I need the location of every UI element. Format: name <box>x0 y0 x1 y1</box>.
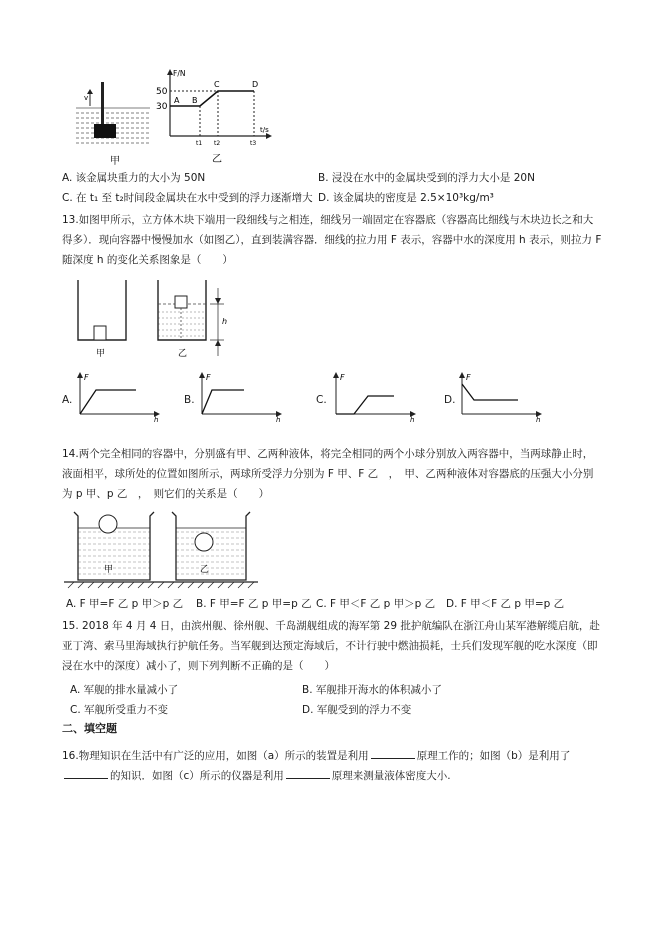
q13-figure-yi <box>154 278 234 360</box>
svg-text:t3: t3 <box>250 140 257 147</box>
q14-text: 14.两个完全相同的容器中，分别盛有甲、乙两种液体，将完全相同的两个小球分别放入两容器中，当两球静止时，液面相平，球所处的位置如图所示，两球所受浮力分别为 F 甲、F 乙 ， 甲、乙两种液体对容器底的压强大小分别为 p 甲、p 乙 ， 则它们的关系是（ ） <box>62 448 594 500</box>
q16-part4: 的知识．如图（c）所示的仪器是利用 <box>110 770 284 782</box>
q12-option-c: C. 在 t₁ 至 t₂时间段金属块在水中受到的浮力逐渐增大 <box>62 192 313 204</box>
q16-part2: 原理工作的；如图（b）是利用 <box>416 750 560 762</box>
q15-text: 15. 2018 年 4 月 4 日，由滨州舰、徐州舰、千岛湖舰组成的海军第 29 批护航编队在浙江舟山某军港解缆启航，赴亚丁湾、索马里海域执行护航任务。当军舰到达预定海域后，不计行驶中燃油损耗，士兵们发现军舰的吃水深度（即浸在水中的深度）减小了，则下列判断不正确的是（ ） <box>62 620 600 672</box>
svg-text:h: h <box>536 416 541 422</box>
svg-text:F: F <box>340 373 345 382</box>
section-heading: 二、填空题 <box>62 722 117 735</box>
q12-option-b: B. 浸没在水中的金属块受到的浮力大小是 20N <box>318 172 535 184</box>
q14-option-b: B. F 甲=F 乙 p 甲=p 乙 <box>196 598 312 610</box>
q16-part5: 原理来测量液体密度大小. <box>331 770 451 782</box>
answer-blank-1[interactable] <box>371 747 415 759</box>
svg-text:F: F <box>466 373 471 382</box>
q13-graph-d <box>456 370 546 422</box>
q13-option-a-label: A. <box>62 394 73 406</box>
svg-text:F: F <box>206 373 211 382</box>
svg-text:h: h <box>222 317 228 326</box>
q12-figure-yi-chart <box>156 66 276 168</box>
q12-figure-jia <box>74 80 154 168</box>
q13-option-b-label: B. <box>184 394 195 406</box>
svg-text:甲: 甲 <box>96 349 106 359</box>
q14-figure <box>64 508 260 590</box>
svg-text:A: A <box>174 96 180 105</box>
fig-jia-label: 甲 <box>110 156 120 167</box>
q13-graph-b <box>196 370 286 422</box>
fig-yi-label: 乙 <box>212 154 222 165</box>
q16-part3: 了 <box>559 750 571 762</box>
svg-text:t1: t1 <box>196 140 203 147</box>
q14-option-c: C. F 甲＜F 乙 p 甲＞p 乙 <box>316 598 436 610</box>
svg-text:甲: 甲 <box>104 565 114 575</box>
q13-text: 13.如图甲所示，立方体木块下端用一段细线与之相连，细线另一端固定在容器底（容器高比细线与木块边长之和大得多）．现向容器中慢慢加水（如图乙），直到装满容器．细线的拉力用 F 表示，容器中水的深度用 h 表示，则拉力 F 随深度 h 的变化关系图象是（ ） <box>62 214 602 266</box>
svg-text:B: B <box>192 96 198 105</box>
svg-text:F: F <box>84 373 89 382</box>
answer-blank-3[interactable] <box>286 767 330 779</box>
q16-text <box>62 746 602 786</box>
q15-option-c: C. 军舰所受重力不变 <box>70 704 169 716</box>
svg-text:50: 50 <box>156 87 168 97</box>
svg-text:30: 30 <box>156 102 168 112</box>
svg-text:h: h <box>276 416 281 422</box>
svg-text:t/s: t/s <box>260 126 269 134</box>
q15-option-d: D. 军舰受到的浮力不变 <box>302 704 412 716</box>
q15-option-b: B. 军舰排开海水的体积减小了 <box>302 684 442 696</box>
svg-text:h: h <box>410 416 415 422</box>
svg-text:v: v <box>84 94 89 102</box>
svg-text:D: D <box>252 80 259 89</box>
q13-option-c-label: C. <box>316 394 327 406</box>
q12-option-d: D. 该金属块的密度是 2.5×10³kg/m³ <box>318 192 494 204</box>
q13-figure-jia <box>74 278 130 360</box>
q14-option-a: A. F 甲=F 乙 p 甲＞p 乙 <box>66 598 184 610</box>
q12-option-a: A. 该金属块重力的大小为 50N <box>62 172 206 184</box>
q13-option-d-label: D. <box>444 394 456 406</box>
q14-option-d: D. F 甲＜F 乙 p 甲=p 乙 <box>446 598 565 610</box>
svg-text:F/N: F/N <box>173 69 186 78</box>
svg-text:t2: t2 <box>214 140 221 147</box>
q15-option-a: A. 军舰的排水量减小了 <box>70 684 179 696</box>
q16-part1: 16.物理知识在生活中有广泛的应用，如图（a）所示的装置是利用 <box>62 750 369 762</box>
svg-text:乙: 乙 <box>178 349 188 359</box>
q13-graph-a <box>74 370 164 422</box>
q13-graph-c <box>330 370 420 422</box>
svg-text:C: C <box>214 80 220 89</box>
answer-blank-2[interactable] <box>64 767 108 779</box>
svg-text:乙: 乙 <box>200 565 210 575</box>
svg-text:h: h <box>154 416 159 422</box>
